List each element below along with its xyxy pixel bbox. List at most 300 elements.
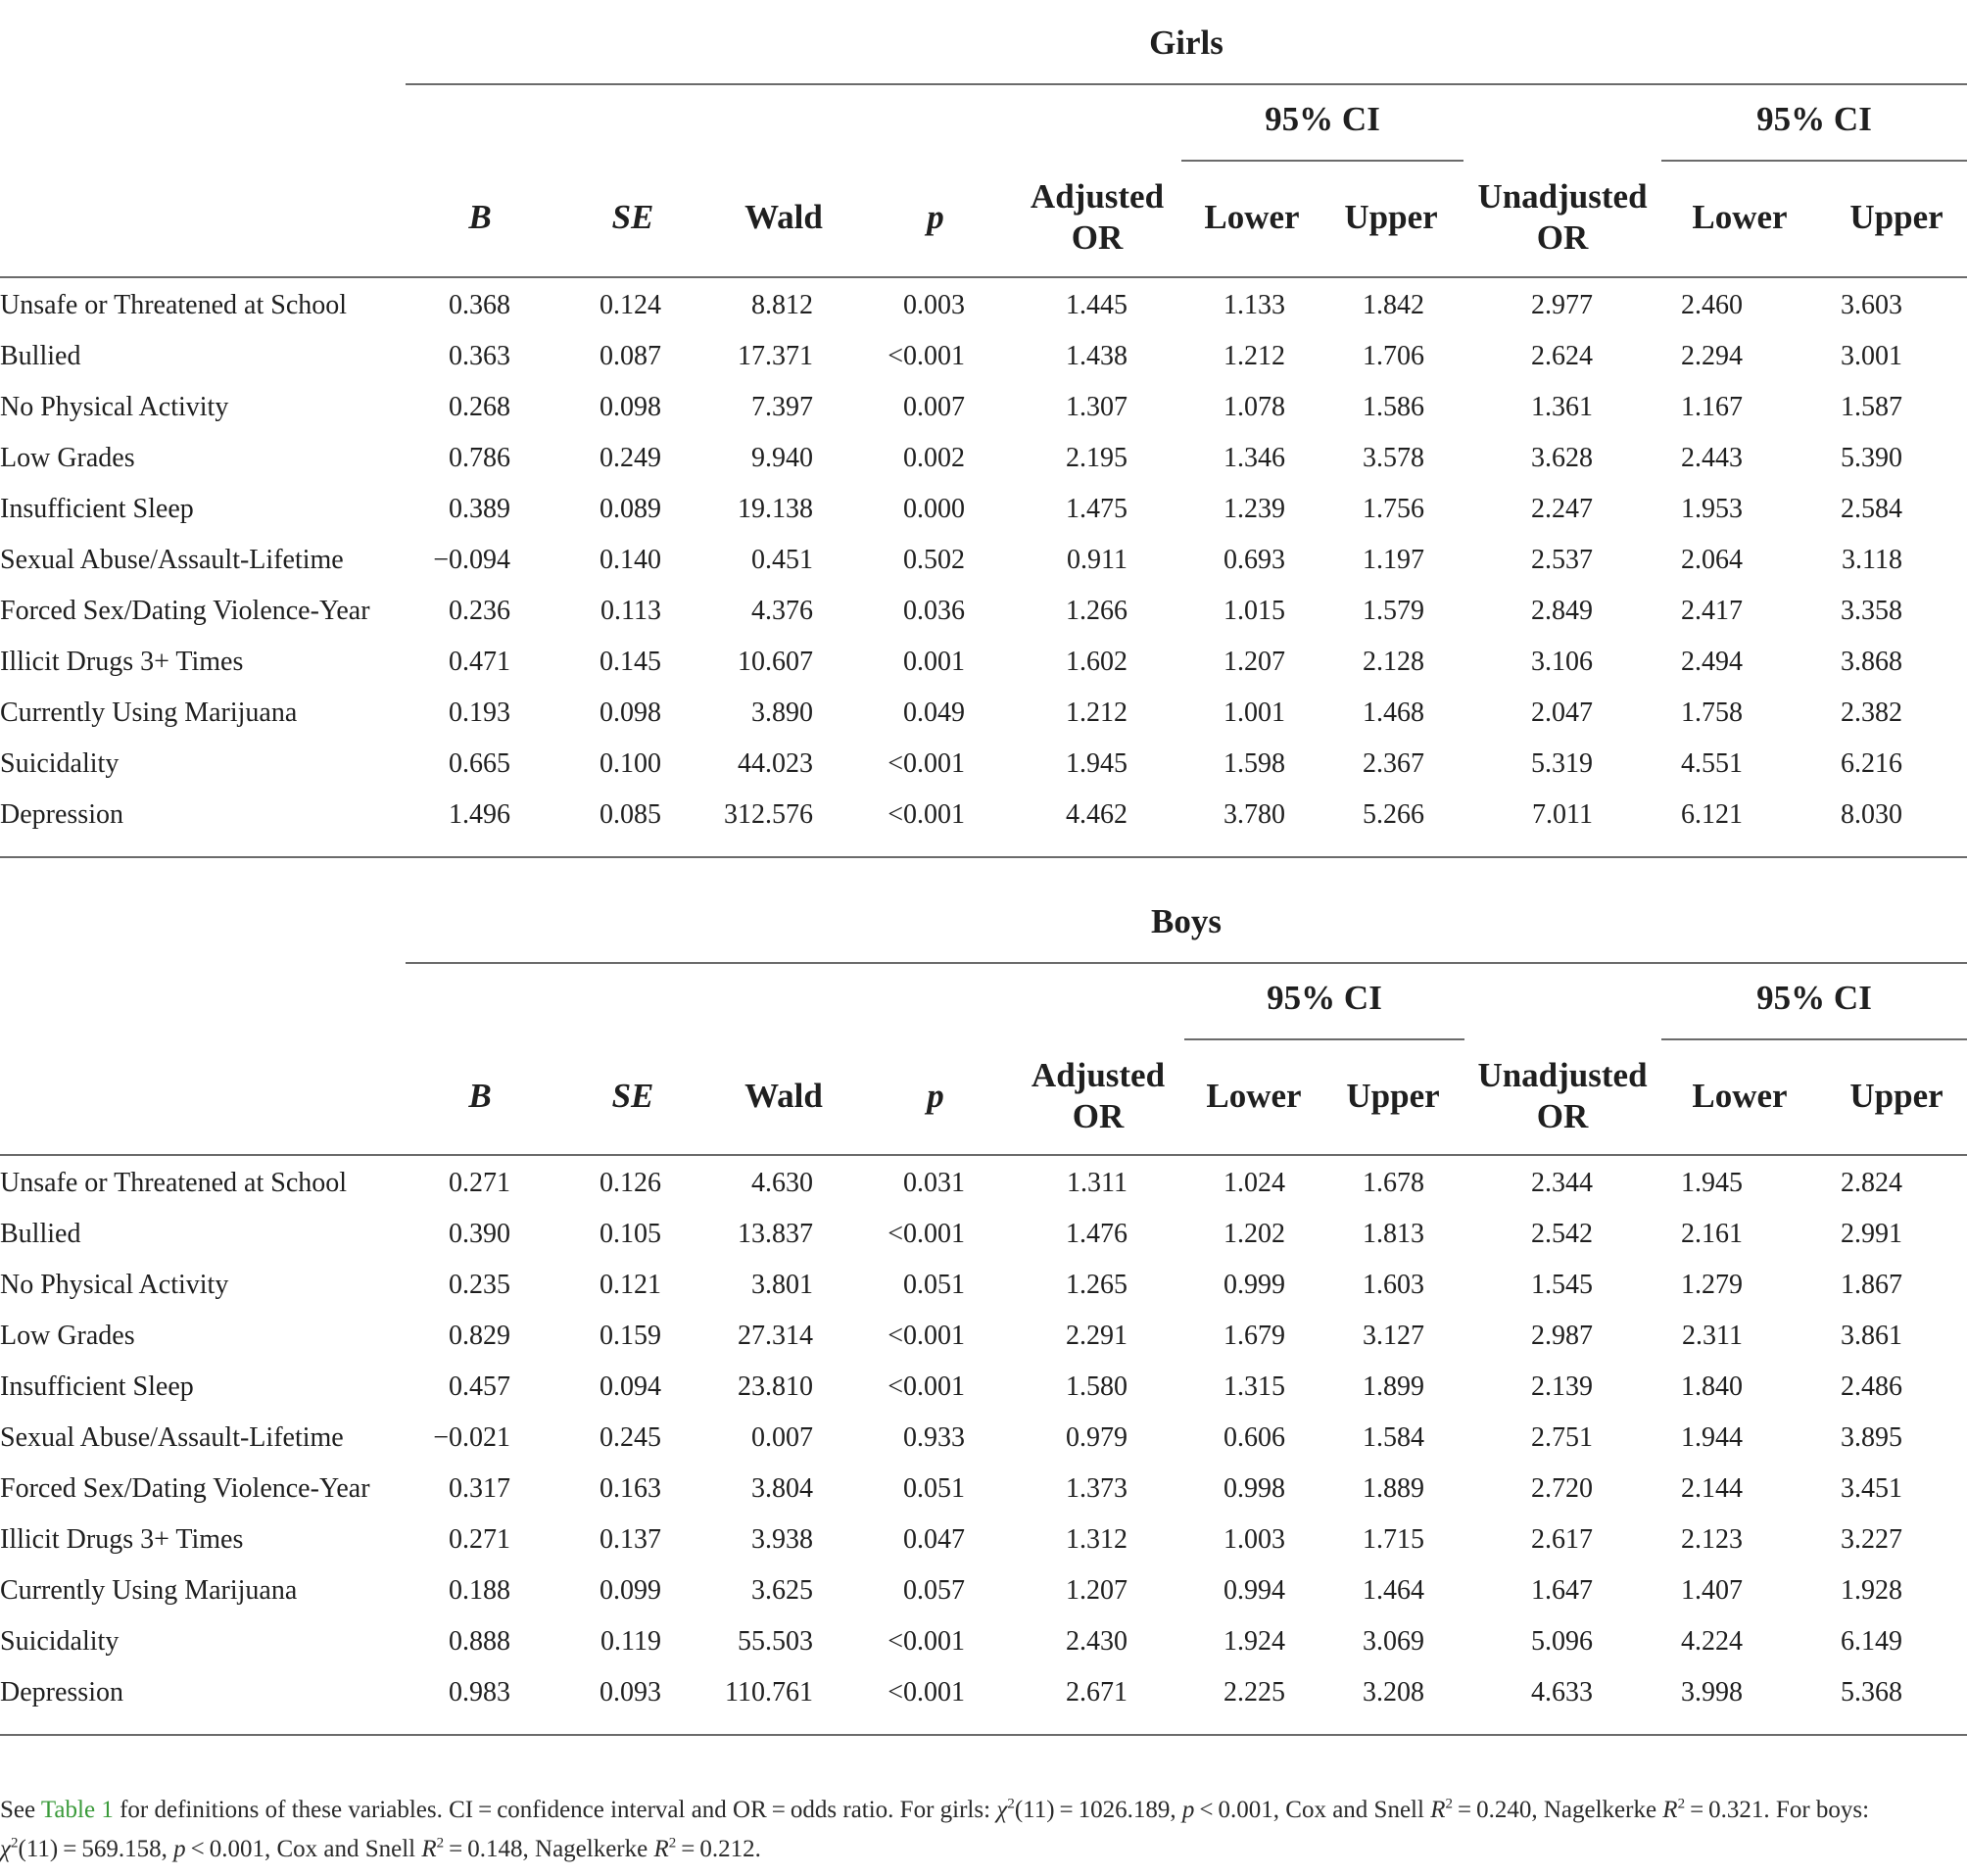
variable-label: Depression [0, 799, 123, 830]
unadjusted-or-cell: 2.720 [1531, 1473, 1593, 1504]
unadjusted-or-cell: 2.139 [1531, 1371, 1593, 1402]
adjusted-upper-cell: 1.678 [1363, 1168, 1424, 1198]
adjusted-lower-cell: 1.078 [1223, 392, 1285, 422]
wald-cell: 4.630 [751, 1168, 813, 1198]
p-cell: 0.049 [903, 697, 965, 728]
header-rule [0, 1154, 1967, 1156]
wald-cell: 3.938 [751, 1524, 813, 1555]
adjusted-or-cell: 1.311 [1067, 1168, 1127, 1198]
p-cell: 0.933 [903, 1422, 965, 1453]
table-row [0, 331, 1967, 382]
unadjusted-upper-cell: 2.584 [1841, 494, 1902, 524]
variable-label: Illicit Drugs 3+ Times [0, 647, 244, 677]
adjusted-lower-cell: 0.606 [1223, 1422, 1285, 1453]
adjusted-lower-cell: 1.924 [1223, 1626, 1285, 1657]
adjusted-lower-cell: 1.024 [1223, 1168, 1285, 1198]
wald-cell: 4.376 [751, 596, 813, 626]
variable-label: Low Grades [0, 1321, 135, 1351]
variable-label: Forced Sex/Dating Violence-Year [0, 1473, 370, 1504]
wald-cell: 27.314 [738, 1321, 813, 1351]
table-row [0, 1616, 1967, 1667]
p-cell: <0.001 [888, 341, 965, 371]
adjusted-lower-cell: 1.346 [1223, 443, 1285, 473]
p-cell: 0.007 [903, 392, 965, 422]
unadjusted-or-cell: 2.047 [1531, 697, 1593, 728]
se-cell: 0.124 [600, 290, 661, 320]
se-cell: 0.098 [600, 392, 661, 422]
unadjusted-or-cell: 2.624 [1531, 341, 1593, 371]
se-cell: 0.126 [600, 1168, 661, 1198]
unadjusted-lower-cell: 2.144 [1681, 1473, 1743, 1504]
b-cell: 0.317 [449, 1473, 510, 1504]
wald-cell: 110.761 [725, 1677, 813, 1708]
col-unadjusted-or-header: Unadjusted OR [1477, 1056, 1648, 1135]
variable-label: Illicit Drugs 3+ Times [0, 1524, 244, 1555]
table-row [0, 739, 1967, 790]
unadjusted-or-cell: 2.344 [1531, 1168, 1593, 1198]
p-cell: <0.001 [888, 1219, 965, 1249]
adjusted-upper-cell: 1.813 [1363, 1219, 1424, 1249]
girls-title: Girls [1149, 24, 1223, 62]
adjusted-or-cell: 1.580 [1066, 1371, 1127, 1402]
unadjusted-lower-cell: 2.161 [1681, 1219, 1743, 1249]
adjusted-or-cell: 1.265 [1066, 1270, 1127, 1300]
se-cell: 0.140 [600, 545, 661, 575]
adjusted-lower-cell: 1.202 [1223, 1219, 1285, 1249]
b-cell: 0.271 [449, 1524, 510, 1555]
p-cell: 0.002 [903, 443, 965, 473]
table-row [0, 1209, 1967, 1260]
p-cell: 0.057 [903, 1575, 965, 1606]
se-cell: 0.098 [600, 697, 661, 728]
unadjusted-or-cell: 1.647 [1531, 1575, 1593, 1606]
unadjusted-upper-cell: 8.030 [1841, 799, 1902, 830]
unadjusted-or-cell: 2.751 [1531, 1422, 1593, 1453]
adjusted-upper-cell: 5.266 [1363, 799, 1424, 830]
unadjusted-upper-cell: 6.216 [1841, 748, 1902, 779]
unadjusted-ci-rule [1661, 160, 1967, 162]
unadjusted-upper-cell: 2.824 [1841, 1168, 1902, 1198]
b-cell: 0.193 [449, 697, 510, 728]
variable-label: Bullied [0, 341, 81, 371]
p-cell: <0.001 [888, 1371, 965, 1402]
unadjusted-upper-cell: 5.368 [1841, 1677, 1902, 1708]
unadjusted-lower-cell: 2.064 [1681, 545, 1743, 575]
table-row [0, 382, 1967, 433]
se-cell: 0.145 [600, 647, 661, 677]
se-cell: 0.105 [600, 1219, 661, 1249]
adjusted-lower-cell: 1.598 [1223, 748, 1285, 779]
col-wald-header: Wald [744, 198, 823, 236]
wald-cell: 55.503 [738, 1626, 813, 1657]
adjusted-upper-cell: 1.603 [1363, 1270, 1424, 1300]
unadjusted-lower-cell: 2.443 [1681, 443, 1743, 473]
wald-cell: 3.804 [751, 1473, 813, 1504]
unadjusted-lower-cell: 6.121 [1681, 799, 1743, 830]
adjusted-ci-rule [1184, 1038, 1464, 1040]
unadjusted-lower-cell: 1.953 [1681, 494, 1743, 524]
adjusted-ci-header: 95% CI [1267, 979, 1382, 1017]
col-b-header: B [468, 198, 492, 236]
unadjusted-lower-cell: 2.417 [1681, 596, 1743, 626]
col-unadjusted-or-header: Unadjusted OR [1477, 177, 1648, 257]
adjusted-or-cell: 1.307 [1066, 392, 1127, 422]
col-upper-header: Upper [1849, 198, 1943, 236]
b-cell: 0.983 [449, 1677, 510, 1708]
unadjusted-or-cell: 5.319 [1531, 748, 1593, 779]
table-row [0, 535, 1967, 586]
p-cell: 0.001 [903, 647, 965, 677]
adjusted-or-cell: 1.373 [1066, 1473, 1127, 1504]
se-cell: 0.121 [600, 1270, 661, 1300]
adjusted-upper-cell: 1.842 [1363, 290, 1424, 320]
col-p-header: p [927, 1077, 944, 1115]
wald-cell: 23.810 [738, 1371, 813, 1402]
adjusted-lower-cell: 1.212 [1223, 341, 1285, 371]
p-cell: <0.001 [888, 1321, 965, 1351]
p-cell: 0.047 [903, 1524, 965, 1555]
col-upper-header: Upper [1849, 1077, 1943, 1115]
unadjusted-or-cell: 2.537 [1531, 545, 1593, 575]
unadjusted-lower-cell: 1.945 [1681, 1168, 1743, 1198]
adjusted-lower-cell: 1.207 [1223, 647, 1285, 677]
adjusted-upper-cell: 1.584 [1363, 1422, 1424, 1453]
adjusted-upper-cell: 3.069 [1363, 1626, 1424, 1657]
unadjusted-lower-cell: 1.407 [1681, 1575, 1743, 1606]
girls-bottom-rule [0, 856, 1967, 858]
table-row [0, 1667, 1967, 1718]
wald-cell: 0.007 [751, 1422, 813, 1453]
adjusted-upper-cell: 1.464 [1363, 1575, 1424, 1606]
b-cell: 1.496 [449, 799, 510, 830]
wald-cell: 19.138 [738, 494, 813, 524]
table-row [0, 280, 1967, 331]
b-cell: 0.457 [449, 1371, 510, 1402]
p-cell: 0.051 [903, 1270, 965, 1300]
se-cell: 0.087 [600, 341, 661, 371]
variable-label: Insufficient Sleep [0, 1371, 194, 1402]
adjusted-upper-cell: 1.586 [1363, 392, 1424, 422]
adjusted-or-cell: 1.445 [1066, 290, 1127, 320]
b-cell: 0.188 [449, 1575, 510, 1606]
table-row [0, 1515, 1967, 1565]
table-row [0, 688, 1967, 739]
table-1-link[interactable]: Table 1 [40, 1797, 114, 1823]
adjusted-lower-cell: 1.315 [1223, 1371, 1285, 1402]
unadjusted-upper-cell: 1.928 [1841, 1575, 1902, 1606]
col-adjusted-or-header: Adjusted OR [1031, 1056, 1166, 1135]
p-cell: <0.001 [888, 799, 965, 830]
unadjusted-or-cell: 3.628 [1531, 443, 1593, 473]
adjusted-or-cell: 1.212 [1066, 697, 1127, 728]
unadjusted-upper-cell: 3.118 [1842, 545, 1902, 575]
unadjusted-lower-cell: 1.944 [1681, 1422, 1743, 1453]
se-cell: 0.085 [600, 799, 661, 830]
adjusted-or-cell: 1.207 [1066, 1575, 1127, 1606]
b-cell: 0.235 [449, 1270, 510, 1300]
p-cell: 0.502 [903, 545, 965, 575]
adjusted-or-cell: 1.266 [1066, 596, 1127, 626]
b-cell: 0.268 [449, 392, 510, 422]
adjusted-lower-cell: 1.679 [1223, 1321, 1285, 1351]
table-row [0, 484, 1967, 535]
b-cell: 0.271 [449, 1168, 510, 1198]
adjusted-or-cell: 2.195 [1066, 443, 1127, 473]
adjusted-upper-cell: 2.128 [1363, 647, 1424, 677]
unadjusted-or-cell: 7.011 [1532, 799, 1593, 830]
b-cell: 0.888 [449, 1626, 510, 1657]
adjusted-or-cell: 1.312 [1066, 1524, 1127, 1555]
wald-cell: 44.023 [738, 748, 813, 779]
adjusted-or-cell: 1.476 [1066, 1219, 1127, 1249]
wald-cell: 3.801 [751, 1270, 813, 1300]
adjusted-or-cell: 2.671 [1066, 1677, 1127, 1708]
adjusted-or-cell: 1.945 [1066, 748, 1127, 779]
unadjusted-upper-cell: 3.001 [1841, 341, 1902, 371]
col-se-header: SE [611, 198, 654, 236]
wald-cell: 0.451 [751, 545, 813, 575]
b-cell: 0.389 [449, 494, 510, 524]
table-row [0, 1565, 1967, 1616]
boys-title-rule [406, 962, 1967, 964]
se-cell: 0.113 [600, 596, 661, 626]
variable-label: Depression [0, 1677, 123, 1708]
b-cell: 0.471 [449, 647, 510, 677]
unadjusted-lower-cell: 2.123 [1681, 1524, 1743, 1555]
col-upper-header: Upper [1346, 1077, 1440, 1115]
adjusted-lower-cell: 3.780 [1223, 799, 1285, 830]
se-cell: 0.094 [600, 1371, 661, 1402]
se-cell: 0.100 [600, 748, 661, 779]
adjusted-upper-cell: 2.367 [1363, 748, 1424, 779]
adjusted-or-cell: 1.475 [1066, 494, 1127, 524]
unadjusted-or-cell: 2.542 [1531, 1219, 1593, 1249]
unadjusted-lower-cell: 4.224 [1681, 1626, 1743, 1657]
adjusted-or-cell: 1.602 [1066, 647, 1127, 677]
girls-title-rule [406, 83, 1967, 85]
col-se-header: SE [611, 1077, 654, 1115]
variable-label: Suicidality [0, 748, 120, 779]
se-cell: 0.163 [600, 1473, 661, 1504]
adjusted-ci-rule [1181, 160, 1463, 162]
wald-cell: 7.397 [751, 392, 813, 422]
unadjusted-lower-cell: 1.167 [1681, 392, 1743, 422]
variable-label: Currently Using Marijuana [0, 1575, 298, 1606]
variable-label: Unsafe or Threatened at School [0, 290, 348, 320]
adjusted-ci-header: 95% CI [1265, 100, 1380, 138]
unadjusted-or-cell: 2.987 [1531, 1321, 1593, 1351]
table-row [0, 637, 1967, 688]
unadjusted-or-cell: 2.977 [1531, 290, 1593, 320]
unadjusted-ci-header: 95% CI [1756, 979, 1872, 1017]
unadjusted-upper-cell: 2.991 [1841, 1219, 1902, 1249]
variable-label: Low Grades [0, 443, 135, 473]
adjusted-upper-cell: 3.208 [1363, 1677, 1424, 1708]
adjusted-upper-cell: 1.899 [1363, 1371, 1424, 1402]
adjusted-upper-cell: 1.756 [1363, 494, 1424, 524]
unadjusted-upper-cell: 1.587 [1841, 392, 1902, 422]
variable-label: Currently Using Marijuana [0, 697, 298, 728]
unadjusted-lower-cell: 4.551 [1681, 748, 1743, 779]
table-row [0, 1464, 1967, 1515]
se-cell: 0.249 [600, 443, 661, 473]
unadjusted-or-cell: 2.247 [1531, 494, 1593, 524]
wald-cell: 312.576 [724, 799, 813, 830]
p-cell: 0.031 [903, 1168, 965, 1198]
adjusted-lower-cell: 1.015 [1223, 596, 1285, 626]
b-cell: 0.786 [449, 443, 510, 473]
variable-label: Suicidality [0, 1626, 120, 1657]
unadjusted-upper-cell: 3.451 [1841, 1473, 1902, 1504]
adjusted-or-cell: 4.462 [1066, 799, 1127, 830]
col-upper-header: Upper [1344, 198, 1438, 236]
adjusted-upper-cell: 1.889 [1363, 1473, 1424, 1504]
b-cell: 0.236 [449, 596, 510, 626]
adjusted-lower-cell: 1.239 [1223, 494, 1285, 524]
unadjusted-upper-cell: 5.390 [1841, 443, 1902, 473]
boys-title: Boys [1151, 902, 1222, 940]
se-cell: 0.119 [600, 1626, 661, 1657]
wald-cell: 3.890 [751, 697, 813, 728]
unadjusted-lower-cell: 2.460 [1681, 290, 1743, 320]
adjusted-lower-cell: 1.133 [1223, 290, 1285, 320]
adjusted-or-cell: 2.430 [1066, 1626, 1127, 1657]
table-row [0, 1413, 1967, 1464]
p-cell: 0.036 [903, 596, 965, 626]
unadjusted-or-cell: 1.545 [1531, 1270, 1593, 1300]
unadjusted-upper-cell: 3.227 [1841, 1524, 1902, 1555]
unadjusted-upper-cell: 3.358 [1841, 596, 1902, 626]
unadjusted-or-cell: 4.633 [1531, 1677, 1593, 1708]
adjusted-upper-cell: 1.197 [1363, 545, 1424, 575]
adjusted-lower-cell: 0.998 [1223, 1473, 1285, 1504]
table-row [0, 433, 1967, 484]
adjusted-lower-cell: 0.994 [1223, 1575, 1285, 1606]
adjusted-or-cell: 0.979 [1066, 1422, 1127, 1453]
b-cell: −0.021 [433, 1422, 510, 1453]
table-row [0, 1311, 1967, 1362]
table-row [0, 1362, 1967, 1413]
b-cell: 0.368 [449, 290, 510, 320]
unadjusted-lower-cell: 1.840 [1681, 1371, 1743, 1402]
table-row [0, 790, 1967, 841]
p-cell: 0.051 [903, 1473, 965, 1504]
b-cell: −0.094 [433, 545, 510, 575]
table-footnote: See Table 1 for definitions of these variables. CI = confidence interval and OR = odds ratio. For girls: $\chi^2(11) = 1026.189$, p < 0.001, Cox and Snell $R^2 = 0.240$, Nagelkerke $R^2 = 0.321$. For boys: $\chi^2(11) = 569.158$, p < 0.001, Cox and Snell $R^2 = 0.148$, Nagelkerke $R^2 = 0.212$. [0, 1796, 1870, 1862]
b-cell: 0.390 [449, 1219, 510, 1249]
col-adjusted-or-header: Adjusted OR [1030, 177, 1165, 257]
se-cell: 0.159 [600, 1321, 661, 1351]
p-cell: 0.000 [903, 494, 965, 524]
variable-label: Sexual Abuse/Assault-Lifetime [0, 545, 344, 575]
unadjusted-lower-cell: 2.294 [1681, 341, 1743, 371]
wald-cell: 8.812 [751, 290, 813, 320]
b-cell: 0.829 [449, 1321, 510, 1351]
se-cell: 0.089 [600, 494, 661, 524]
unadjusted-upper-cell: 3.868 [1841, 647, 1902, 677]
wald-cell: 9.940 [751, 443, 813, 473]
unadjusted-or-cell: 5.096 [1531, 1626, 1593, 1657]
variable-label: No Physical Activity [0, 1270, 229, 1300]
se-cell: 0.245 [600, 1422, 661, 1453]
variable-label: Sexual Abuse/Assault-Lifetime [0, 1422, 344, 1453]
table-row [0, 1158, 1967, 1209]
header-rule [0, 276, 1967, 278]
unadjusted-lower-cell: 1.758 [1681, 697, 1743, 728]
adjusted-lower-cell: 1.001 [1223, 697, 1285, 728]
unadjusted-lower-cell: 3.998 [1681, 1677, 1743, 1708]
unadjusted-upper-cell: 3.861 [1841, 1321, 1902, 1351]
col-lower-header: Lower [1206, 1077, 1302, 1115]
unadjusted-or-cell: 3.106 [1531, 647, 1593, 677]
boys-bottom-rule [0, 1734, 1967, 1736]
adjusted-upper-cell: 1.579 [1363, 596, 1424, 626]
variable-label: Forced Sex/Dating Violence-Year [0, 596, 370, 626]
p-cell: 0.003 [903, 290, 965, 320]
b-cell: 0.665 [449, 748, 510, 779]
table-row [0, 586, 1967, 637]
col-p-header: p [927, 198, 944, 236]
p-cell: <0.001 [888, 1626, 965, 1657]
unadjusted-upper-cell: 1.867 [1841, 1270, 1902, 1300]
unadjusted-lower-cell: 2.311 [1682, 1321, 1743, 1351]
adjusted-upper-cell: 3.127 [1363, 1321, 1424, 1351]
p-cell: <0.001 [888, 748, 965, 779]
adjusted-or-cell: 0.911 [1067, 545, 1127, 575]
se-cell: 0.093 [600, 1677, 661, 1708]
col-b-header: B [468, 1077, 492, 1115]
unadjusted-upper-cell: 6.149 [1841, 1626, 1902, 1657]
adjusted-or-cell: 2.291 [1066, 1321, 1127, 1351]
col-lower-header: Lower [1692, 198, 1788, 236]
adjusted-or-cell: 1.438 [1066, 341, 1127, 371]
adjusted-lower-cell: 1.003 [1223, 1524, 1285, 1555]
col-lower-header: Lower [1692, 1077, 1788, 1115]
adjusted-lower-cell: 0.693 [1223, 545, 1285, 575]
col-lower-header: Lower [1204, 198, 1300, 236]
wald-cell: 13.837 [738, 1219, 813, 1249]
variable-label: No Physical Activity [0, 392, 229, 422]
table-row [0, 1260, 1967, 1311]
se-cell: 0.099 [600, 1575, 661, 1606]
adjusted-upper-cell: 1.706 [1363, 341, 1424, 371]
wald-cell: 3.625 [751, 1575, 813, 1606]
unadjusted-upper-cell: 3.603 [1841, 290, 1902, 320]
adjusted-lower-cell: 2.225 [1223, 1677, 1285, 1708]
unadjusted-ci-rule [1661, 1038, 1967, 1040]
adjusted-lower-cell: 0.999 [1223, 1270, 1285, 1300]
unadjusted-lower-cell: 2.494 [1681, 647, 1743, 677]
variable-label: Bullied [0, 1219, 81, 1249]
adjusted-upper-cell: 1.715 [1363, 1524, 1424, 1555]
p-cell: <0.001 [888, 1677, 965, 1708]
unadjusted-or-cell: 1.361 [1531, 392, 1593, 422]
adjusted-upper-cell: 3.578 [1363, 443, 1424, 473]
wald-cell: 17.371 [738, 341, 813, 371]
b-cell: 0.363 [449, 341, 510, 371]
unadjusted-or-cell: 2.617 [1531, 1524, 1593, 1555]
se-cell: 0.137 [600, 1524, 661, 1555]
variable-label: Unsafe or Threatened at School [0, 1168, 348, 1198]
unadjusted-upper-cell: 3.895 [1841, 1422, 1902, 1453]
unadjusted-or-cell: 2.849 [1531, 596, 1593, 626]
unadjusted-upper-cell: 2.486 [1841, 1371, 1902, 1402]
unadjusted-lower-cell: 1.279 [1681, 1270, 1743, 1300]
variable-label: Insufficient Sleep [0, 494, 194, 524]
col-wald-header: Wald [744, 1077, 823, 1115]
adjusted-upper-cell: 1.468 [1363, 697, 1424, 728]
wald-cell: 10.607 [738, 647, 813, 677]
